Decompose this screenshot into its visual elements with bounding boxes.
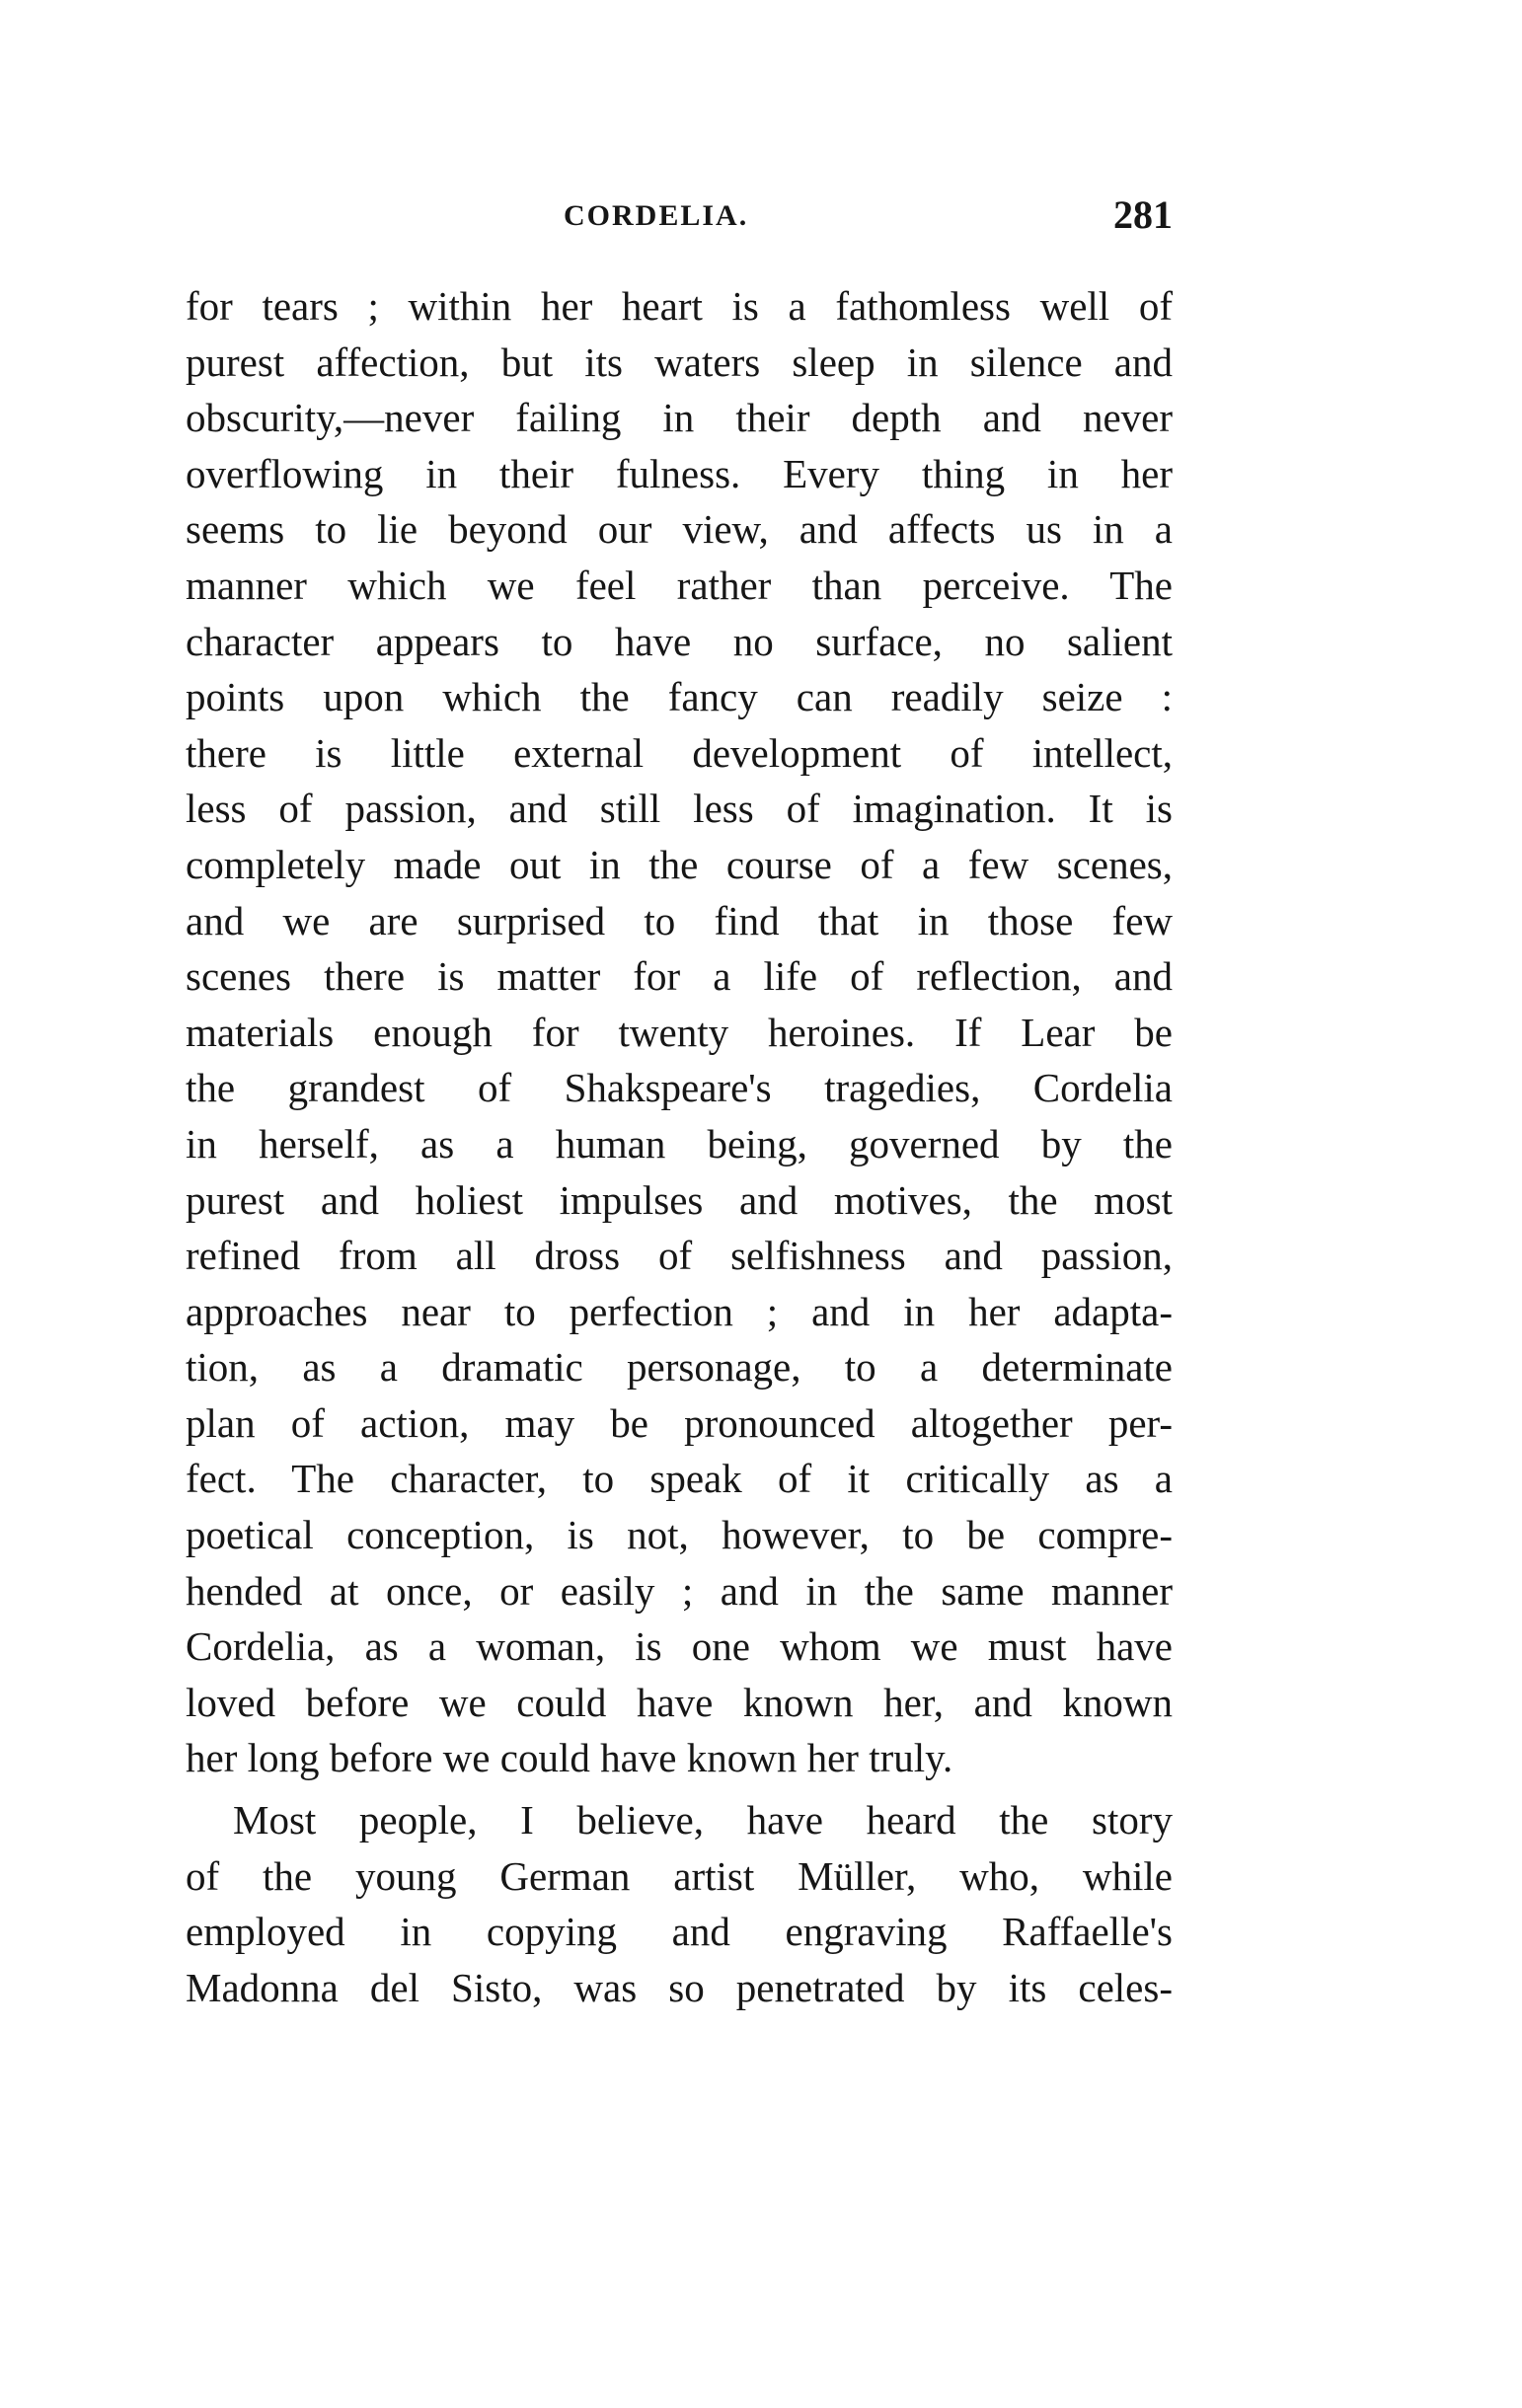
text-line: purest affection, but its waters sleep in silence and <box>186 339 1173 385</box>
text-line: hended at once, or easily ; and in the same manner <box>186 1567 1173 1614</box>
text-line: points upon which the fancy can readily seize : <box>186 674 1173 720</box>
text-line: manner which we feel rather than perceive. The <box>186 562 1173 608</box>
paragraph <box>186 278 1173 1786</box>
text-line: Most people, I believe, have heard the story <box>233 1797 1173 1844</box>
text-line: employed in copying and engraving Raffaelle's <box>186 1909 1173 1955</box>
body-text <box>186 278 1173 2015</box>
text-line: there is little external development of intellect, <box>186 729 1173 776</box>
text-line: in herself, as a human being, governed by the <box>186 1120 1173 1166</box>
text-line: scenes there is matter for a life of reflection, and <box>186 953 1173 1000</box>
text-line: character appears to have no surface, no salient <box>186 618 1173 664</box>
text-line: refined from all dross of selfishness and passion, <box>186 1233 1173 1279</box>
text-line: loved before we could have known her, and known <box>186 1679 1173 1725</box>
text-line: tion, as a dramatic personage, to a determinate <box>186 1344 1173 1391</box>
text-line: seems to lie beyond our view, and affects us in a <box>186 506 1173 553</box>
text-line: less of passion, and still less of imagination. It is <box>186 786 1173 832</box>
text-line: fect. The character, to speak of it critically as a <box>186 1456 1173 1502</box>
text-line: and we are surprised to find that in those few <box>186 897 1173 943</box>
text-line: plan of action, may be pronounced altogether per- <box>186 1399 1173 1446</box>
text-line: for tears ; within her heart is a fathomless well of <box>186 283 1173 329</box>
text-line: Madonna del Sisto, was so penetrated by its celes- <box>186 1964 1173 2010</box>
text-line: obscurity,—never failing in their depth and never <box>186 395 1173 441</box>
text-line: completely made out in the course of a few scenes, <box>186 841 1173 887</box>
text-line: purest and holiest impulses and motives, the most <box>186 1176 1173 1223</box>
text-line: materials enough for twenty heroines. If Lear be <box>186 1009 1173 1055</box>
page-header <box>186 192 1173 245</box>
running-title: CORDELIA. <box>564 199 749 232</box>
text-line: overflowing in their fulness. Every thing in her <box>186 450 1173 496</box>
text-line: poetical conception, is not, however, to be compre- <box>186 1512 1173 1558</box>
paragraph <box>186 1792 1173 2015</box>
text-line: the grandest of Shakspeare's tragedies, Cordelia <box>186 1065 1173 1111</box>
text-line: Cordelia, as a woman, is one whom we must have <box>186 1623 1173 1670</box>
page-number: 281 <box>1113 192 1173 237</box>
text-line: of the young German artist Müller, who, while <box>186 1852 1173 1899</box>
text-line: her long before we could have known her truly. <box>186 1735 953 1781</box>
text-line: approaches near to perfection ; and in her adapta- <box>186 1288 1173 1334</box>
